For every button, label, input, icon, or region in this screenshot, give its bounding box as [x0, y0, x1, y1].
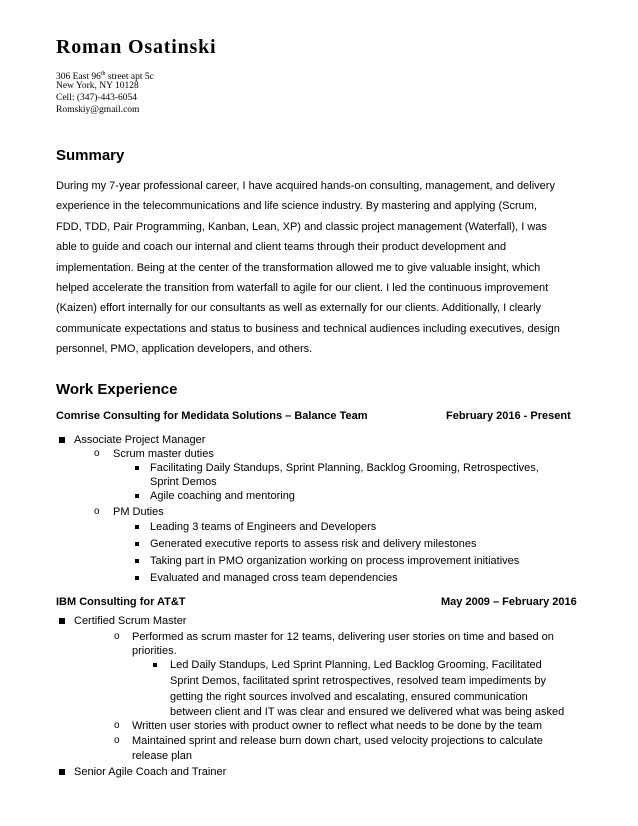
job2-r1-sub2: Written user stories with product owner to reflect what needs to be done by the team: [132, 720, 543, 732]
square-bullet-icon: [135, 466, 139, 470]
summary-line: able to guide and coach our internal and client teams through their product development and: [56, 241, 507, 254]
summary-line: helped accelerate the transition from waterfall to agile for our client. I led the continuous improvement: [56, 281, 549, 294]
job2-r1-sub3-cont: release plan: [132, 750, 192, 762]
circle-bullet-icon: o: [94, 448, 100, 459]
candidate-name: Roman Osatinski: [56, 36, 217, 58]
job2-r1-sub1-item-cont: Sprint Demos, facilitated sprint retrospectives, resolved team impediments by: [170, 675, 546, 687]
job2-dates: May 2009 – February 2016: [441, 596, 577, 608]
summary-line: communicate expectations and status to business and technical audiences including executives, design: [56, 322, 560, 335]
job2-r1-sub1-item-cont: between client and IT was clear and ensured we delivered what was being asked: [170, 706, 565, 718]
email-line: Romskiy@gmail.com: [56, 105, 140, 115]
job1-sub2-item: Generated executive reports to assess risk and delivery milestones: [150, 538, 477, 550]
job2-r1-sub3: Maintained sprint and release burn down chart, used velocity projections to calculate: [132, 735, 543, 747]
job1-sub2-item: Evaluated and managed cross team dependencies: [150, 572, 398, 584]
circle-bullet-icon: o: [114, 631, 120, 642]
job1-sub2: PM Duties: [113, 506, 164, 518]
job2-r1-sub1-item-cont: getting the right sources involved and escalating, ensured communication: [170, 691, 528, 703]
square-bullet-icon: [59, 769, 65, 775]
job1-sub1-item-cont: Sprint Demos: [150, 476, 217, 488]
square-bullet-icon: [135, 494, 139, 498]
job1-sub2-item: Taking part in PMO organization working on process improvement initiatives: [150, 555, 520, 567]
circle-bullet-icon: o: [114, 735, 120, 746]
circle-bullet-icon: o: [114, 720, 120, 731]
job1-role: Associate Project Manager: [74, 434, 206, 446]
square-bullet-icon: [59, 618, 65, 624]
job2-role1: Certified Scrum Master: [74, 615, 187, 627]
job1-sub1-item: Agile coaching and mentoring: [150, 490, 295, 502]
square-bullet-icon: [135, 542, 139, 546]
job2-r1-sub1: Performed as scrum master for 12 teams, delivering user stories on time and based on: [132, 631, 554, 643]
job1-dates: February 2016 - Present: [446, 410, 571, 422]
job2-r1-sub1-cont: priorities.: [132, 645, 177, 657]
job2-r1-sub1-item: Led Daily Standups, Led Sprint Planning, Led Backlog Grooming, Facilitated: [170, 659, 542, 671]
summary-line: personnel, PMO, application developers, and others.: [56, 343, 313, 356]
summary-line: During my 7-year professional career, I have acquired hands-on consulting, management, and delivery: [56, 180, 555, 192]
job1-sub1-item: Facilitating Daily Standups, Sprint Planning, Backlog Grooming, Retrospectives,: [150, 462, 539, 474]
circle-bullet-icon: o: [94, 506, 100, 517]
address-line: 306 East 96th street apt 5c: [56, 71, 154, 83]
square-bullet-icon: [59, 437, 65, 443]
square-bullet-icon: [135, 525, 139, 529]
cell-line: Cell: (347)-443-6054: [56, 93, 138, 103]
summary-heading: Summary: [56, 147, 125, 164]
job1-company: Comrise Consulting for Medidata Solutions – Balance Team: [56, 410, 368, 422]
summary-line: implementation. Being at the center of the transformation allowed me to give valuable insight, which: [56, 261, 541, 274]
job2-role2: Senior Agile Coach and Trainer: [74, 766, 227, 778]
square-bullet-icon: [135, 559, 139, 563]
job1-sub2-item: Leading 3 teams of Engineers and Developers: [150, 521, 377, 533]
summary-line: (Kaizen) effort internally for our consultants as well as externally for our clients. Additionally, I clearly: [56, 302, 542, 315]
summary-paragraph: [56, 176, 560, 360]
square-bullet-icon: [153, 663, 157, 667]
job2-company: IBM Consulting for AT&T: [56, 596, 186, 608]
square-bullet-icon: [135, 576, 139, 580]
job1-sub1: Scrum master duties: [113, 448, 214, 460]
summary-line: FDD, TDD, Pair Programming, Kanban, Lean, XP) and classic project management (Waterfall), I was: [56, 220, 547, 233]
city-line: New York, NY 10128: [56, 81, 139, 91]
summary-line: experience in the telecommunications and life science industry. By mastering and applying (Scrum,: [56, 200, 537, 213]
work-experience-heading: Work Experience: [56, 381, 178, 398]
